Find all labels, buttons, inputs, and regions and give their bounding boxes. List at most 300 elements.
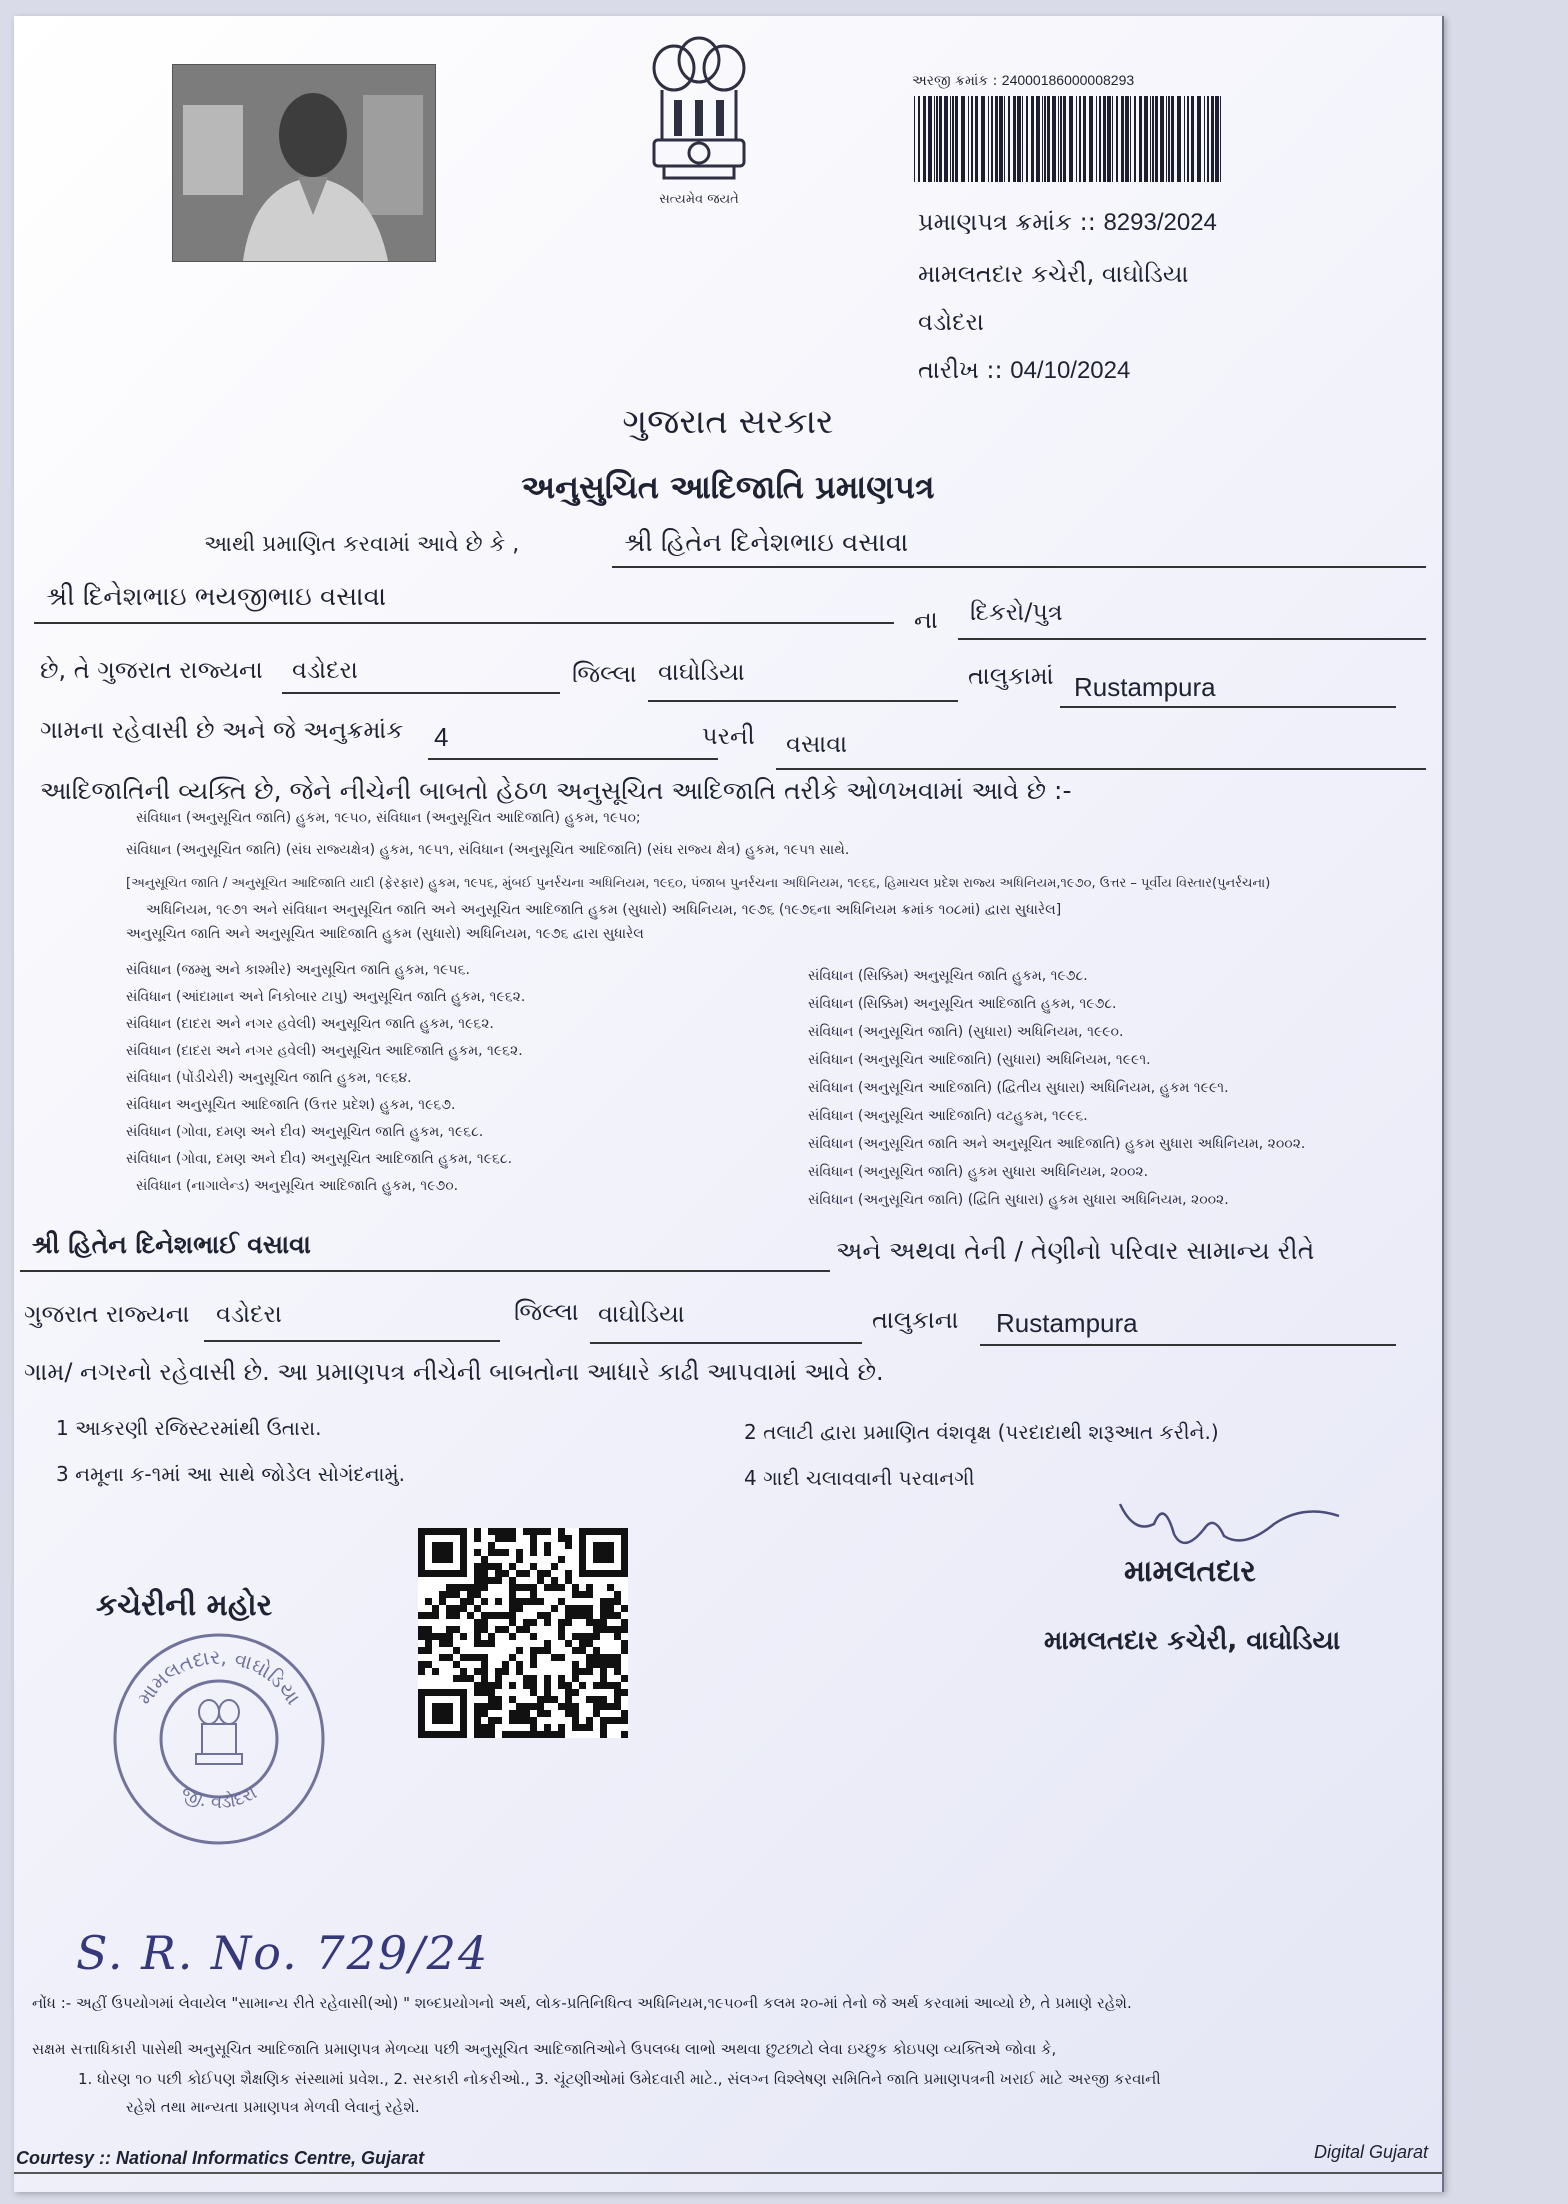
document-item: 1 આકરણી રજિસ્ટરમાંથી ઉતારા. (56, 1416, 322, 1440)
orders-right-list (808, 966, 1428, 1218)
taluka-field (648, 648, 958, 702)
qr-module (565, 1535, 572, 1542)
order-left-item: સંવિધાન (દાદરા અને નગર હવેલી) અનુસૂચિત આદિજાતિ હુકમ, ૧૯૬૨. (126, 1043, 523, 1059)
qr-module (600, 1619, 607, 1626)
qr-module (621, 1710, 628, 1717)
residence-name-field (20, 1224, 830, 1272)
qr-module (481, 1556, 488, 1563)
barcode-bar (1004, 96, 1005, 182)
qr-module (418, 1612, 425, 1619)
qr-module (607, 1654, 614, 1661)
qr-module (446, 1640, 453, 1647)
document-item: 4 ગાદી ચલાવવાની પરવાનગી (744, 1466, 975, 1490)
basis-text: ગામ/ નગરનો રહેવાસી છે. આ પ્રમાણપત્ર નીચેની બાબતોના આધારે કાઢી આપવામાં આવે છે. (24, 1358, 884, 1386)
certificate-title: અનુસુચિત આદિજાતિ પ્રમાણપત્ર (521, 468, 935, 506)
qr-finder-pattern (432, 1703, 453, 1724)
qr-module (509, 1535, 516, 1542)
barcode-bar (1089, 96, 1093, 182)
qr-module (537, 1598, 544, 1605)
footer-courtesy: Courtesy :: National Informatics Centre, Gujarat (16, 2148, 425, 2168)
barcode-bar (952, 96, 954, 182)
seal-ring-bottom-text: જી. વડોદરા (177, 1782, 261, 1814)
qr-module (572, 1612, 579, 1619)
qr-module (481, 1703, 488, 1710)
qr-module (551, 1696, 558, 1703)
qr-module (572, 1633, 579, 1640)
qr-module (474, 1640, 481, 1647)
barcode-bar (1187, 96, 1189, 182)
emblem-motto: સત્યમેવ જયતે (659, 192, 739, 207)
qr-module (488, 1717, 495, 1724)
qr-module (488, 1724, 495, 1731)
qr-module (565, 1640, 572, 1647)
qr-module (530, 1731, 537, 1738)
qr-module (432, 1633, 439, 1640)
qr-module (544, 1682, 551, 1689)
barcode-bar (1042, 96, 1043, 182)
certificate-page (14, 16, 1444, 2192)
taluka-label: તાલુકામાં (968, 662, 1054, 690)
qr-module (453, 1584, 460, 1591)
barcode-bar (1063, 96, 1066, 182)
qr-module (579, 1605, 586, 1612)
barcode-bar (1191, 96, 1194, 182)
qr-module (621, 1626, 628, 1633)
qr-module (453, 1661, 460, 1668)
qr-module (586, 1724, 593, 1731)
qr-module (593, 1682, 600, 1689)
qr-module (544, 1584, 551, 1591)
document-item: 3 નમૂના ક-૧માં આ સાથે જોડેલ સોગંદનામું. (56, 1462, 406, 1486)
qr-module (502, 1661, 509, 1668)
barcode-bar (939, 96, 942, 182)
qr-module (530, 1661, 537, 1668)
barcode-bar (1184, 96, 1185, 182)
qr-module (509, 1612, 516, 1619)
qr-module (572, 1591, 579, 1598)
qr-module (516, 1626, 523, 1633)
qr-module (516, 1717, 523, 1724)
qr-module (572, 1703, 579, 1710)
qr-module (481, 1668, 488, 1675)
qr-module (425, 1612, 432, 1619)
qr-module (544, 1570, 551, 1577)
qr-module (467, 1584, 474, 1591)
barcode-bar (1204, 96, 1205, 182)
qr-module (537, 1710, 544, 1717)
qr-module (481, 1563, 488, 1570)
barcode-bar (1017, 96, 1021, 182)
qr-module (523, 1619, 530, 1626)
order-left-item: સંવિધાન (પોંડીચેરી) અનુસૂચિત જાતિ હુકમ, ૧૯૬૪. (126, 1070, 412, 1086)
qr-module (481, 1654, 488, 1661)
certify-text: આથી પ્રમાણિત કરવામાં આવે છે કે , (204, 532, 520, 557)
qr-module (621, 1647, 628, 1654)
qr-module (565, 1710, 572, 1717)
qr-module (607, 1661, 614, 1668)
barcode-bar (988, 96, 989, 182)
qr-finder-pattern (593, 1542, 614, 1563)
qr-module (474, 1668, 481, 1675)
qr-module (495, 1528, 502, 1535)
qr-module (418, 1668, 425, 1675)
order-right-item: સંવિધાન (સિક્કિમ) અનુસૂચિત જાતિ હુકમ, ૧૯૭૮. (808, 968, 1088, 984)
residence-name: શ્રી હિતેન દિનેશભાઈ વસાવા (32, 1230, 311, 1259)
qr-module (418, 1661, 425, 1668)
qr-module (614, 1598, 621, 1605)
order-right-item: સંવિધાન (અનુસૂચિત જાતિ) (સુધારા) અધિનિયમ, ૧૯૯૦. (808, 1024, 1124, 1040)
residence-taluka-label: તાલુકાના (872, 1306, 959, 1334)
page-label: પરની (702, 722, 755, 750)
qr-module (516, 1605, 523, 1612)
qr-module (558, 1556, 565, 1563)
qr-module (495, 1549, 502, 1556)
qr-module (446, 1584, 453, 1591)
qr-module (502, 1668, 509, 1675)
relation-field (958, 594, 1426, 640)
qr-module (530, 1591, 537, 1598)
qr-module (593, 1619, 600, 1626)
svg-text:જી. વડોદરા (178, 1782, 261, 1813)
family-text: અને અથવા તેની / તેણીનો પરિવાર સામાન્ય રીતે (836, 1236, 1315, 1265)
serial-value: 4 (434, 722, 449, 752)
qr-finder-pattern (432, 1542, 453, 1563)
qr-module (467, 1675, 474, 1682)
qr-module (537, 1612, 544, 1619)
barcode-bar (1152, 96, 1154, 182)
qr-module (544, 1647, 551, 1654)
qr-module (551, 1584, 558, 1591)
qr-module (474, 1563, 481, 1570)
qr-module (544, 1675, 551, 1682)
qr-module (488, 1696, 495, 1703)
order-left-item: સંવિધાન (ગોવા, દમણ અને દીવ) અનુસૂચિત આદિજાતિ હુકમ, ૧૯૬૮. (126, 1151, 513, 1167)
qr-module (481, 1675, 488, 1682)
qr-module (572, 1605, 579, 1612)
barcode-bar (1150, 96, 1151, 182)
qr-module (467, 1598, 474, 1605)
qr-module (460, 1598, 467, 1605)
qr-module (474, 1619, 481, 1626)
qr-module (425, 1647, 432, 1654)
barcode-bar (1166, 96, 1167, 182)
qr-module (474, 1654, 481, 1661)
qr-module (544, 1731, 551, 1738)
qr-module (446, 1654, 453, 1661)
signatory-office: મામલતદાર કચેરી, વાઘોડિયા (1044, 1626, 1341, 1656)
qr-module (586, 1605, 593, 1612)
qr-module (502, 1535, 509, 1542)
qr-module (579, 1647, 586, 1654)
qr-module (481, 1598, 488, 1605)
qr-module (579, 1640, 586, 1647)
district-value: વડોદરા (292, 656, 358, 684)
qr-module (565, 1612, 572, 1619)
qr-module (565, 1619, 572, 1626)
qr-module (558, 1675, 565, 1682)
qr-module (509, 1717, 516, 1724)
barcode-bar (1047, 96, 1050, 182)
qr-module (446, 1591, 453, 1598)
qr-module (600, 1682, 607, 1689)
qr-module (432, 1612, 439, 1619)
qr-module (530, 1598, 537, 1605)
barcode-bar (1171, 96, 1174, 182)
qr-module (460, 1633, 467, 1640)
qr-module (481, 1570, 488, 1577)
qr-module (509, 1605, 516, 1612)
qr-module (502, 1570, 509, 1577)
qr-module (523, 1703, 530, 1710)
qr-module (509, 1563, 516, 1570)
qr-module (523, 1528, 530, 1535)
taluka-value: વાઘોડિયા (658, 658, 745, 686)
barcode-bar (1215, 96, 1219, 182)
qr-module (621, 1717, 628, 1724)
qr-module (558, 1626, 565, 1633)
barcode-bar (968, 96, 969, 182)
qr-module (460, 1605, 467, 1612)
qr-module (607, 1717, 614, 1724)
qr-module (523, 1584, 530, 1591)
qr-module (551, 1563, 558, 1570)
qr-module (523, 1570, 530, 1577)
qr-module (530, 1689, 537, 1696)
qr-module (579, 1612, 586, 1619)
residence-taluka-field (590, 1294, 862, 1344)
qr-module (474, 1633, 481, 1640)
barcode-bar (991, 96, 993, 182)
barcode-bar (928, 96, 932, 182)
qr-module (551, 1577, 558, 1584)
qr-module (516, 1647, 523, 1654)
qr-module (495, 1577, 502, 1584)
footer-digital-gujarat: Digital Gujarat (1313, 2142, 1428, 2162)
barcode-bar (1155, 96, 1158, 182)
qr-module (614, 1633, 621, 1640)
qr-module (621, 1731, 628, 1738)
qr-module (509, 1598, 516, 1605)
qr-module (474, 1549, 481, 1556)
qr-module (467, 1612, 474, 1619)
barcode-bar (1022, 96, 1023, 182)
qr-module (537, 1731, 544, 1738)
district-field (282, 648, 560, 694)
barcode-bar (971, 96, 973, 182)
order-right-item: સંવિધાન (અનુસૂચિત આદિજાતિ) (દ્વિતીય સુધારા) અધિનિયમ, હુકમ ૧૯૯૧. (808, 1080, 1229, 1096)
qr-module (544, 1612, 551, 1619)
qr-module (558, 1598, 565, 1605)
qr-module (537, 1647, 544, 1654)
barcode-bar (1036, 96, 1040, 182)
parent-name: શ્રી દિનેશભાઇ ભયજીભાઇ વસાવા (46, 582, 387, 612)
qr-module (488, 1689, 495, 1696)
qr-module (446, 1612, 453, 1619)
qr-module (474, 1626, 481, 1633)
qr-module (572, 1668, 579, 1675)
qr-module (530, 1619, 537, 1626)
qr-module (586, 1584, 593, 1591)
qr-module (474, 1731, 481, 1738)
order-left-item: સંવિધાન (નાગાલેન્ડ) અનુસૂચિત આદિજાતિ હુકમ, ૧૯૭૦. (136, 1178, 459, 1194)
qr-module (446, 1626, 453, 1633)
qr-module (565, 1577, 572, 1584)
residence-village-field (980, 1298, 1396, 1346)
qr-module (537, 1703, 544, 1710)
qr-module (481, 1619, 488, 1626)
order-right-item: સંવિધાન (અનુસૂચિત જાતિ અને અનુસૂચિત આદિજાતિ) હુકમ સુધારા અધિનિયમ, ૨૦૦૨. (808, 1136, 1306, 1152)
qr-module (565, 1703, 572, 1710)
district-label: જિલ્લા (572, 660, 637, 688)
qr-module (453, 1626, 460, 1633)
qr-module (474, 1717, 481, 1724)
qr-module (558, 1724, 565, 1731)
qr-module (600, 1703, 607, 1710)
qr-module (488, 1703, 495, 1710)
qr-module (453, 1675, 460, 1682)
barcode-bar (944, 96, 948, 182)
resident-text: ગામના રહેવાસી છે અને જે અનુક્રમાંક (40, 716, 404, 744)
qr-module (614, 1682, 621, 1689)
qr-module (607, 1612, 614, 1619)
qr-module (481, 1682, 488, 1689)
barcode-bar (1116, 96, 1118, 182)
qr-module (558, 1528, 565, 1535)
qr-module (558, 1584, 565, 1591)
qr-module (425, 1626, 432, 1633)
footer-divider (14, 2172, 1442, 2174)
qr-module (530, 1563, 537, 1570)
qr-module (558, 1654, 565, 1661)
barcode-bar (923, 96, 926, 182)
barcode-bar (1144, 96, 1148, 182)
qr-module (488, 1633, 495, 1640)
state-text: છે, તે ગુજરાત રાજ્યના (40, 656, 263, 684)
qr-module (530, 1584, 537, 1591)
barcode-bar (914, 96, 915, 182)
qr-module (439, 1633, 446, 1640)
qr-module (558, 1731, 565, 1738)
qr-module (516, 1661, 523, 1668)
qr-module (488, 1731, 495, 1738)
qr-module (481, 1577, 488, 1584)
qr-module (495, 1626, 502, 1633)
qr-module (474, 1570, 481, 1577)
qr-module (509, 1633, 516, 1640)
qr-module (502, 1626, 509, 1633)
barcode-bar (1177, 96, 1181, 182)
qr-module (474, 1703, 481, 1710)
barcode-bar (1069, 96, 1073, 182)
qr-module (537, 1570, 544, 1577)
qr-module (516, 1556, 523, 1563)
qr-module (572, 1717, 579, 1724)
qr-module (530, 1654, 537, 1661)
note-2: સક્ષમ સત્તાધિકારી પાસેથી અનુસૂચિત આદિજાતિ પ્રમાણપત્ર મેળવ્યા પછી અનુસૂચિત આદિજાતિઓને ઉપલબ્ધ લાભો અથવા છુટછાટો લેવા ઇચ્છુક કોઇપણ વ્યક્તિએ જોવા કે, (32, 2040, 1057, 2058)
qr-module (614, 1696, 621, 1703)
application-number: અરજી ક્રમાંક : 24000186000008293 (912, 72, 1135, 89)
barcode-bar (1103, 96, 1106, 182)
qr-module (565, 1696, 572, 1703)
qr-module (509, 1591, 516, 1598)
qr-module (495, 1682, 502, 1689)
qr-module (495, 1612, 502, 1619)
qr-module (607, 1605, 614, 1612)
qr-module (544, 1696, 551, 1703)
qr-module (488, 1542, 495, 1549)
barcode-bar (1211, 96, 1214, 182)
qr-module (474, 1591, 481, 1598)
qr-module (488, 1577, 495, 1584)
qr-module (481, 1584, 488, 1591)
government-title: ગુજરાત સરકાર (622, 402, 834, 442)
qr-module (544, 1549, 551, 1556)
residence-district: વડોદરા (216, 1300, 282, 1328)
barcode-bar (981, 96, 985, 182)
qr-module (481, 1724, 488, 1731)
qr-module (481, 1689, 488, 1696)
qr-module (614, 1668, 621, 1675)
barcode-bar (1125, 96, 1129, 182)
residence-district-field (204, 1294, 500, 1342)
residence-village: Rustampura (996, 1308, 1138, 1338)
barcode-bar (1052, 96, 1056, 182)
qr-module (474, 1605, 481, 1612)
issue-date: તારીખ :: 04/10/2024 (918, 356, 1131, 384)
qr-module (565, 1682, 572, 1689)
qr-module (544, 1710, 551, 1717)
qr-module (439, 1598, 446, 1605)
barcode-bar (961, 96, 965, 182)
qr-module (488, 1640, 495, 1647)
barcode-bar (1079, 96, 1081, 182)
qr-module (537, 1528, 544, 1535)
qr-module (530, 1542, 537, 1549)
qr-module (523, 1682, 530, 1689)
barcode-bar (1160, 96, 1164, 182)
barcode-bar (1139, 96, 1142, 182)
qr-module (460, 1668, 467, 1675)
qr-module (607, 1598, 614, 1605)
barcode-bar (1112, 96, 1113, 182)
barcode-bar (1197, 96, 1201, 182)
order-right-item: સંવિધાન (અનુસૂચિત આદિજાતિ) વટહુકમ, ૧૯૯૬. (808, 1108, 1088, 1124)
qr-module (593, 1696, 600, 1703)
qr-module (453, 1647, 460, 1654)
qr-module (516, 1710, 523, 1717)
tribe-text: આદિજાતિની વ્યક્તિ છે, જેને નીચેની બાબતો હેઠળ અનુસૂચિત આદિજાતિ તરીકે ઓળખવામાં આવે છે :- (40, 776, 1072, 805)
qr-module (495, 1696, 502, 1703)
order-left-item: સંવિધાન અનુસૂચિત આદિજાતિ (ઉત્તર પ્રદેશ) હુકમ, ૧૯૬૭. (126, 1097, 456, 1113)
qr-module (586, 1654, 593, 1661)
qr-module (474, 1535, 481, 1542)
qr-module (523, 1731, 530, 1738)
barcode-bar (955, 96, 958, 182)
qr-module (418, 1633, 425, 1640)
qr-module (600, 1724, 607, 1731)
qr-module (551, 1731, 558, 1738)
qr-module (600, 1626, 607, 1633)
qr-module (614, 1626, 621, 1633)
qr-module (509, 1654, 516, 1661)
order-right-item: સંવિધાન (અનુસૂચિત જાતિ) હુકમ સુધારા અધિનિયમ, ૨૦૦૨. (808, 1164, 1149, 1180)
qr-module (467, 1591, 474, 1598)
barcode-bar (1134, 96, 1136, 182)
qr-module (453, 1591, 460, 1598)
qr-module (474, 1689, 481, 1696)
qr-module (600, 1717, 607, 1724)
barcode-bar (1207, 96, 1209, 182)
